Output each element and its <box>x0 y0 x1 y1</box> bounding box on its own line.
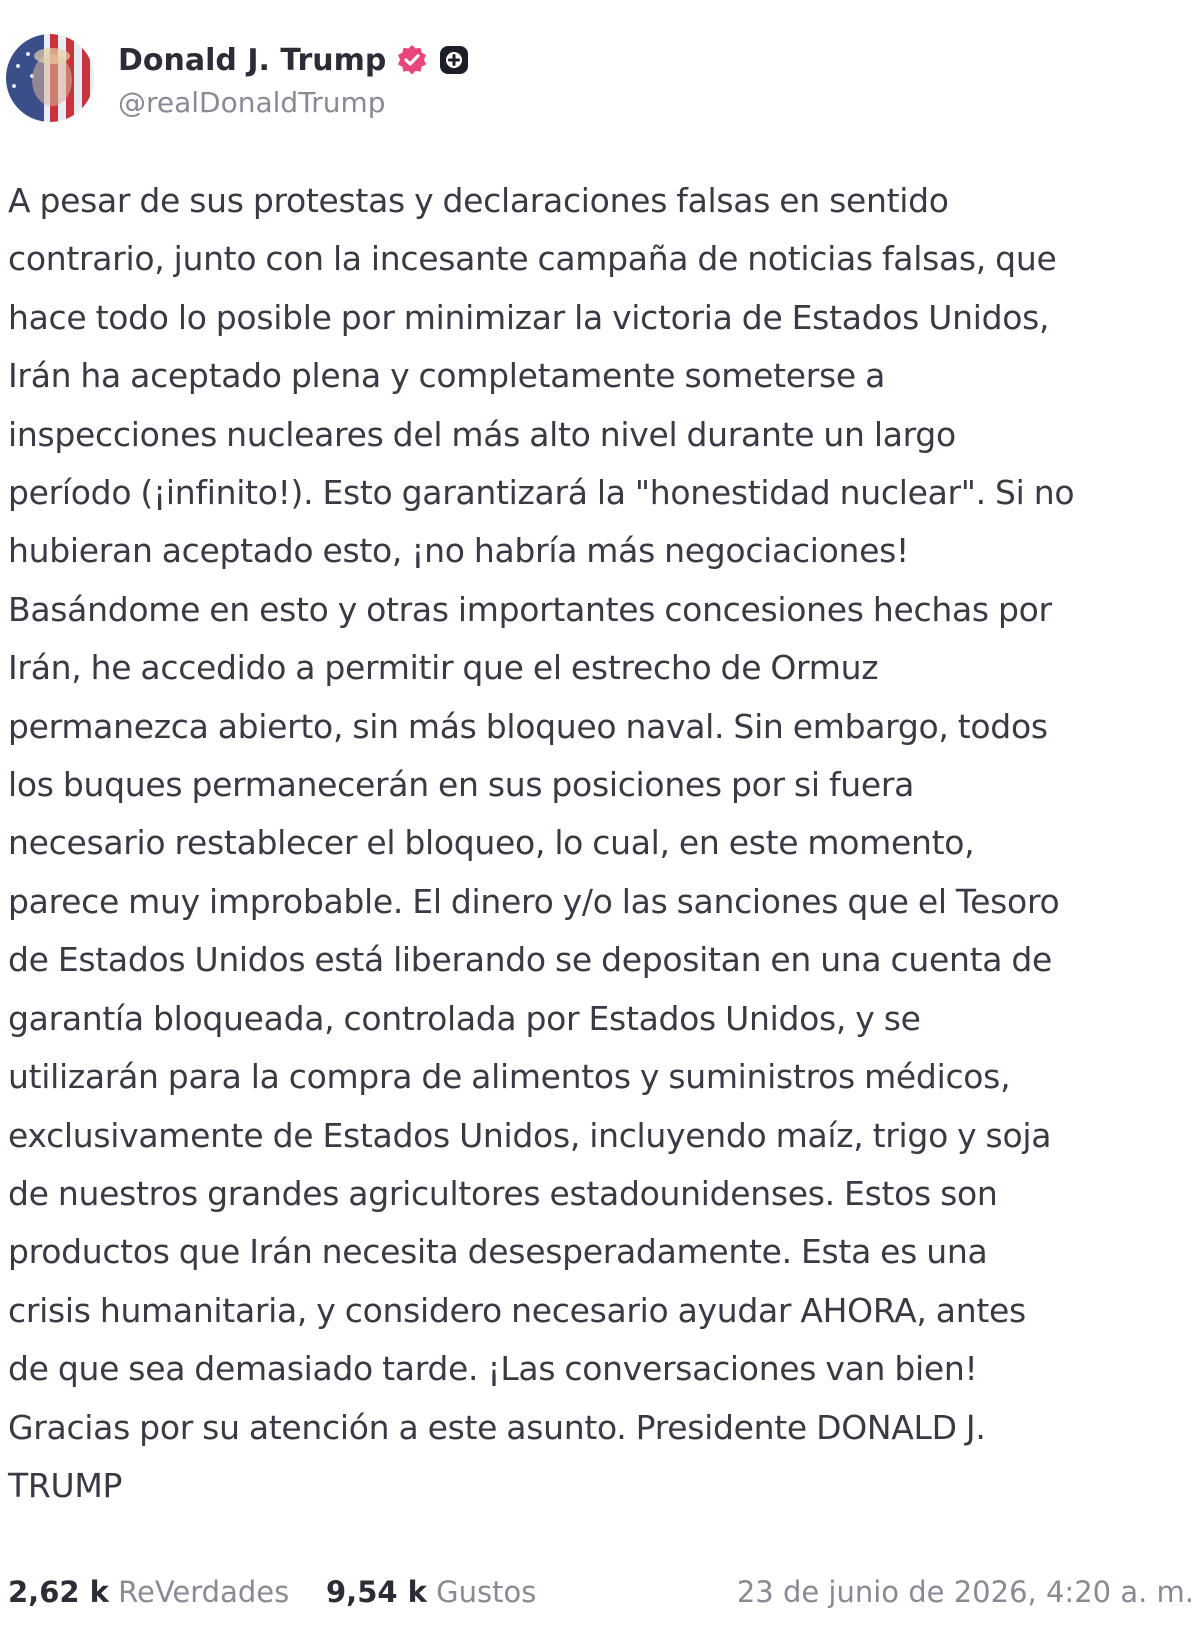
likes-label: Gustos <box>436 1575 537 1609</box>
post-body-line: productos que Irán necesita desesperadamente. Esta es una <box>8 1232 988 1272</box>
post-timestamp[interactable]: 23 de junio de 2026, 4:20 a. m. <box>736 1575 1194 1609</box>
likes-stat[interactable] <box>326 1575 536 1609</box>
avatar-image <box>6 34 94 122</box>
post-body-line: período (¡infinito!). Esto garantizará la "honestidad nuclear". Si no <box>8 473 1075 513</box>
post-body-line: Gracias por su atención a este asunto. Presidente DONALD J. <box>8 1407 986 1447</box>
retruths-count: 2,62 k <box>8 1575 109 1609</box>
post-body-line: utilizarán para la compra de alimentos y suministros médicos, <box>8 1057 1011 1097</box>
post-footer <box>8 1575 1194 1619</box>
post-body-line: hubieran aceptado esto, ¡no habría más negociaciones! <box>8 531 909 571</box>
post-body-line: permanezca abierto, sin más bloqueo naval. Sin embargo, todos <box>8 706 1048 746</box>
post-body-line: garantía bloqueada, controlada por Estados Unidos, y se <box>8 998 921 1038</box>
retruths-stat[interactable] <box>8 1575 289 1609</box>
likes-count: 9,54 k <box>326 1575 427 1609</box>
post-body-line: inspecciones nucleares del más alto nivel durante un largo <box>8 414 956 454</box>
post-body-line: A pesar de sus protestas y declaraciones falsas en sentido <box>8 181 949 220</box>
verified-badge-icon <box>396 44 428 76</box>
post-body <box>8 172 1194 1515</box>
post-body-line: de que sea demasiado tarde. ¡Las conversaciones van bien! <box>8 1349 978 1389</box>
post-body-line: parece muy improbable. El dinero y/o las sanciones que el Tesoro <box>8 881 1060 921</box>
post-body-line: contrario, junto con la incesante campaña de noticias falsas, que <box>8 239 1057 279</box>
post-body-line: exclusivamente de Estados Unidos, incluyendo maíz, trigo y soja <box>8 1115 1052 1155</box>
post-body-line: necesario restablecer el bloqueo, lo cual, en este momento, <box>8 823 975 863</box>
post-body-line: los buques permanecerán en sus posiciones por si fuera <box>8 765 915 805</box>
post-body-line: Irán ha aceptado plena y completamente someterse a <box>8 356 886 396</box>
post-body-line: TRUMP <box>8 1465 123 1505</box>
post-body-line: Irán, he accedido a permitir que el estrecho de Ormuz <box>8 648 879 688</box>
post-body-line: de Estados Unidos está liberando se depositan en una cuenta de <box>8 940 1053 980</box>
post-body-line: crisis humanitaria, y considero necesario ayudar AHORA, antes <box>8 1290 1026 1330</box>
post-header <box>6 34 706 128</box>
post-body-line: de nuestros grandes agricultores estadounidenses. Estos son <box>8 1173 998 1213</box>
user-handle[interactable]: @realDonaldTrump <box>118 86 386 119</box>
display-name-row <box>118 38 470 82</box>
retruths-label: ReVerdades <box>118 1575 290 1609</box>
plus-square-icon[interactable] <box>438 44 470 76</box>
display-name[interactable]: Donald J. Trump <box>118 42 387 78</box>
post-body-line: Basándome en esto y otras importantes concesiones hechas por <box>8 589 1052 629</box>
avatar[interactable] <box>6 34 94 122</box>
post-body-line: hace todo lo posible por minimizar la victoria de Estados Unidos, <box>8 297 1050 337</box>
